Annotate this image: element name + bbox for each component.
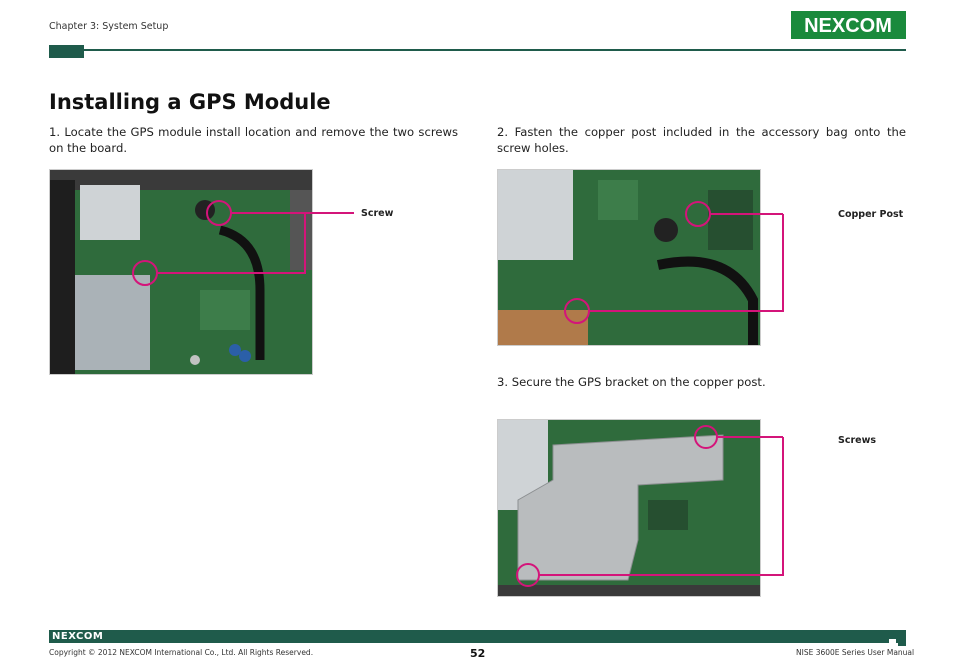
step-3-text: 3. Secure the GPS bracket on the copper post. bbox=[497, 375, 766, 389]
callout-lines-screws bbox=[497, 419, 797, 589]
callout-screw: Screw bbox=[361, 208, 394, 219]
manual-title: NISE 3600E Series User Manual bbox=[796, 648, 915, 657]
callout-lines-screw bbox=[49, 169, 369, 289]
copyright-text: Copyright © 2012 NEXCOM International Co., Ltd. All Rights Reserved. bbox=[49, 648, 314, 657]
header-block bbox=[49, 45, 84, 58]
footer-logo: NEXCOM bbox=[52, 631, 104, 642]
page-number: 52 bbox=[470, 647, 486, 660]
chapter-label: Chapter 3: System Setup bbox=[49, 21, 169, 32]
step-2-text: 2. Fasten the copper post included in the accessory bag onto the screw holes. bbox=[497, 125, 906, 155]
footer-bar bbox=[49, 630, 906, 643]
callout-screws: Screws bbox=[838, 435, 877, 446]
page-title: Installing a GPS Module bbox=[49, 90, 331, 114]
step-1-text: 1. Locate the GPS module install location and remove the two screws on the board. bbox=[49, 125, 458, 155]
nexcom-logo bbox=[791, 11, 906, 39]
logo-text: NEXCOM bbox=[804, 15, 892, 37]
header-rule bbox=[49, 49, 906, 51]
callout-lines-copper-post bbox=[497, 169, 797, 329]
callout-copper-post: Copper Post bbox=[838, 209, 904, 220]
